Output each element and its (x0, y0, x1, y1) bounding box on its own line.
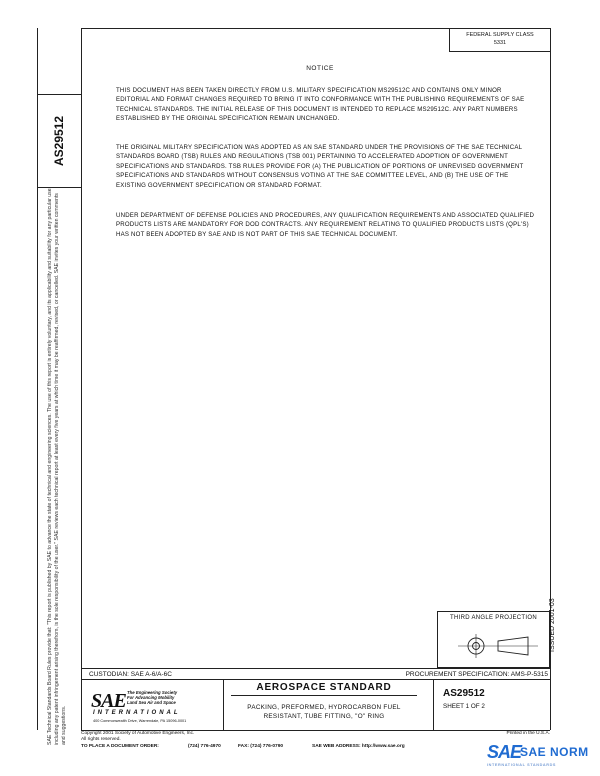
order-label: TO PLACE A DOCUMENT ORDER: (81, 744, 159, 749)
federal-supply-class-box (449, 28, 550, 52)
third-angle-projection-symbol-icon (438, 626, 549, 666)
document-number: AS29512 (443, 688, 485, 699)
printed-in: Printed in the U.S.A. (506, 731, 550, 736)
federal-supply-label: FEDERAL SUPPLY CLASS (466, 32, 534, 38)
projection-label: THIRD ANGLE PROJECTION (450, 615, 537, 621)
sae-address: 400 Commonwealth Drive, Warrendale, PA 15096-0001 (93, 719, 187, 723)
sae-logo (91, 688, 223, 726)
notice-paragraph-1: THIS DOCUMENT HAS BEEN TAKEN DIRECTLY FROM U.S. MILITARY SPECIFICATION MS29512C AND CONTAINS ONLY MINOR EDITORIAL AND FORMAT CHANGES REQUIRED TO BRING IT INTO CONFORMANCE WITH THE PUBLISHING REQUIREMENTS OF SAE TECHNICAL STANDARDS. THE INITIAL RELEASE OF THIS DOCUMENT IS INTENDED TO REPLACE MS29512C. ANY PART NUMBERS ESTABLISHED BY THE ORIGINAL SPECIFICATION REMAIN UNCHANGED. (116, 87, 525, 123)
frame-left-line (81, 28, 82, 730)
notice-title: NOTICE (306, 65, 334, 72)
notice-paragraph-3: UNDER DEPARTMENT OF DEFENSE POLICIES AND PROCEDURES, ANY QUALIFICATION REQUIREMENTS AND ASSOCIATED QUALIFIED PRODUCTS LISTS ARE MANDATORY FOR DOD CONTRACTS. ANY REQUIREMENT RELATING TO QUALIFIED PRODUCTS LISTS (QPL'S) HAS NOT BEEN ADOPTED BY SAE AND IS NOT PART OF THIS SAE TECHNICAL DOCUMENT. (116, 212, 535, 238)
standard-description (231, 703, 417, 721)
sae-logo-mark: SAE (91, 690, 126, 712)
sae-norm-watermark (487, 742, 597, 768)
description-line-2: RESISTANT, TUBE FITTING, "O" RING (263, 713, 385, 720)
order-fax: FAX: (724) 776-0790 (238, 744, 284, 749)
custodian: CUSTODIAN: SAE A-6/A-6C (89, 671, 172, 678)
watermark-logo: SAE (487, 742, 522, 762)
issued-date: ISSUED 2001-03 (549, 598, 556, 652)
standard-heading: AEROSPACE STANDARD (231, 682, 417, 696)
third-angle-projection-box (437, 611, 550, 668)
sae-international: INTERNATIONAL (93, 710, 181, 716)
procurement-specification: PROCUREMENT SPECIFICATION: AMS-P-5315 (405, 671, 548, 678)
federal-supply-number: 5331 (493, 40, 507, 46)
copyright: Copyright 2001 Society of Automotive Engineers, Inc. (81, 731, 195, 736)
order-phone: (724) 776-4970 (188, 744, 221, 749)
watermark-subtext: INTERNATIONAL STANDARDS (487, 763, 557, 767)
rights-reserved: All rights reserved. (81, 737, 121, 742)
notice-paragraph-2: THE ORIGINAL MILITARY SPECIFICATION WAS ADOPTED AS AN SAE STANDARD UNDER THE PROVISIONS OF THE SAE TECHNICAL STANDARDS BOARD (TSB) RULES AND REGULATIONS (TSB 001) PERTAINING TO ACCELERATED ADOPTION OF GOVERNMENT SPECIFICATIONS AND STANDARDS. TSB RULES PROVIDE FOR (A) THE PUBLICATION OF PORTIONS OF UNREVISED GOVERNMENT SPECIFICATIONS AND STANDARDS WITHOUT CONSENSUS VOTING AT THE SAE COMMITTEE LEVEL, AND (B) THE USE OF THE EXISTING GOVERNMENT SPECIFICATION OR STANDARD FORMAT. (116, 144, 524, 189)
title-block (81, 679, 550, 731)
sheet-number: SHEET 1 OF 2 (443, 703, 485, 710)
side-disclaimer: SAE Technical Standards Board Rules provide that: "This report is published by SAE to advance the state of technical and engineering sciences. The use of this report is entirely voluntary, and its applicability and suitability for any particular use, including any patent infringement arising therefrom, is the sole responsibility of the user." SAE reviews each technical report at least every five years at which time it may be reaffirmed, revised, or cancelled. SAE invites your written comments and suggestions. (47, 186, 67, 745)
side-document-number-box (37, 94, 81, 188)
watermark-text: SAE NORM (520, 745, 589, 759)
sae-web-address: SAE WEB ADDRESS: http://www.sae.org (312, 744, 405, 749)
side-document-number: AS29512 (52, 115, 66, 167)
description-line-1: PACKING, PREFORMED, HYDROCARBON FUEL (247, 704, 401, 711)
sae-tagline: The Engineering Society For Advancing Mobility Land Sea Air and Space (127, 690, 178, 705)
